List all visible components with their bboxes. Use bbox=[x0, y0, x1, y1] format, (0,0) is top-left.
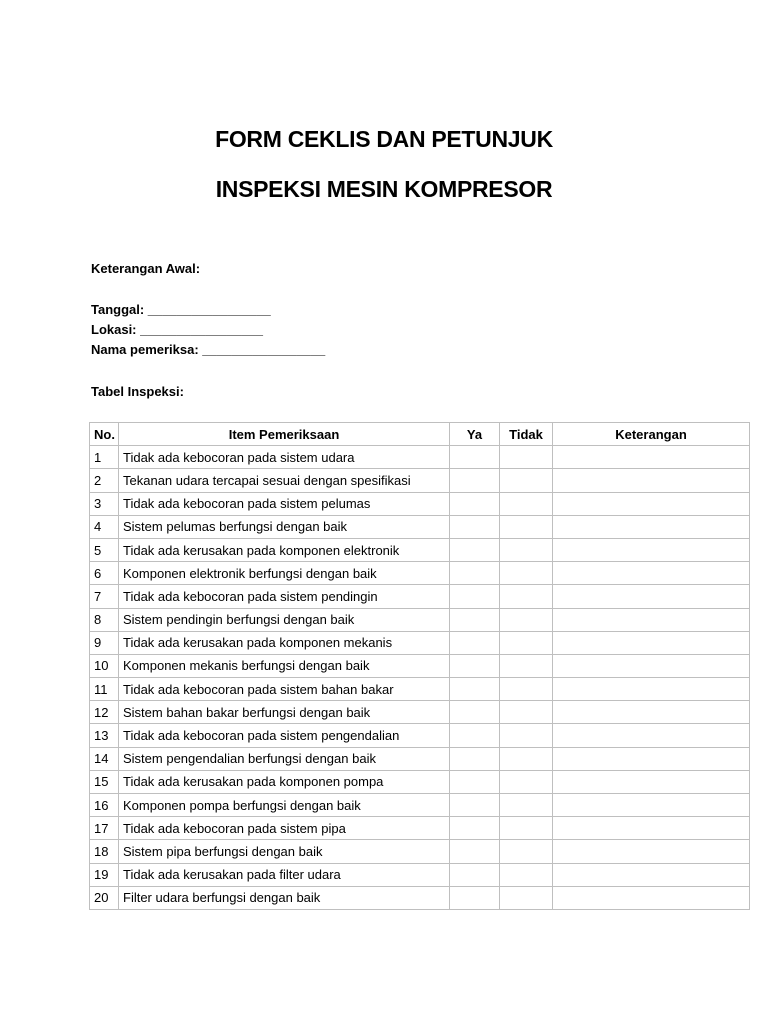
row-item: Tidak ada kebocoran pada sistem pelumas bbox=[119, 492, 450, 515]
row-item: Tidak ada kebocoran pada sistem bahan bakar bbox=[119, 678, 450, 701]
table-row bbox=[90, 515, 750, 538]
row-ya-cell[interactable] bbox=[450, 886, 500, 909]
row-ya-cell[interactable] bbox=[450, 608, 500, 631]
row-tidak-cell[interactable] bbox=[500, 585, 553, 608]
row-item: Sistem pengendalian berfungsi dengan baik bbox=[119, 747, 450, 770]
row-item: Komponen mekanis berfungsi dengan baik bbox=[119, 654, 450, 677]
row-tidak-cell[interactable] bbox=[500, 794, 553, 817]
row-keterangan-cell[interactable] bbox=[553, 678, 750, 701]
table-header-row bbox=[90, 423, 750, 446]
document-title-line1: FORM CEKLIS DAN PETUNJUK bbox=[215, 126, 553, 152]
row-ya-cell[interactable] bbox=[450, 585, 500, 608]
inspection-table bbox=[89, 422, 750, 910]
row-item: Tidak ada kebocoran pada sistem udara bbox=[119, 446, 450, 469]
row-ya-cell[interactable] bbox=[450, 701, 500, 724]
table-row bbox=[90, 538, 750, 561]
row-no: 1 bbox=[90, 446, 119, 469]
header-no: No. bbox=[90, 423, 119, 446]
row-tidak-cell[interactable] bbox=[500, 515, 553, 538]
row-item: Tidak ada kerusakan pada komponen elektronik bbox=[119, 538, 450, 561]
row-tidak-cell[interactable] bbox=[500, 817, 553, 840]
row-tidak-cell[interactable] bbox=[500, 863, 553, 886]
row-ya-cell[interactable] bbox=[450, 654, 500, 677]
row-no: 3 bbox=[90, 492, 119, 515]
row-item: Filter udara berfungsi dengan baik bbox=[119, 886, 450, 909]
table-row bbox=[90, 863, 750, 886]
table-row bbox=[90, 817, 750, 840]
table-row bbox=[90, 794, 750, 817]
table-row bbox=[90, 654, 750, 677]
table-row bbox=[90, 886, 750, 909]
row-tidak-cell[interactable] bbox=[500, 562, 553, 585]
row-keterangan-cell[interactable] bbox=[553, 747, 750, 770]
row-ya-cell[interactable] bbox=[450, 770, 500, 793]
row-item: Sistem pipa berfungsi dengan baik bbox=[119, 840, 450, 863]
row-keterangan-cell[interactable] bbox=[553, 608, 750, 631]
row-ya-cell[interactable] bbox=[450, 492, 500, 515]
header-ya: Ya bbox=[450, 423, 500, 446]
table-row bbox=[90, 469, 750, 492]
row-ya-cell[interactable] bbox=[450, 794, 500, 817]
row-no: 2 bbox=[90, 469, 119, 492]
row-no: 18 bbox=[90, 840, 119, 863]
table-row bbox=[90, 701, 750, 724]
row-tidak-cell[interactable] bbox=[500, 701, 553, 724]
row-keterangan-cell[interactable] bbox=[553, 492, 750, 515]
tabel-inspeksi-label: Tabel Inspeksi: bbox=[91, 384, 184, 399]
table-row bbox=[90, 840, 750, 863]
table-row bbox=[90, 631, 750, 654]
row-keterangan-cell[interactable] bbox=[553, 654, 750, 677]
row-item: Tidak ada kebocoran pada sistem pipa bbox=[119, 817, 450, 840]
header-item-pemeriksaan: Item Pemeriksaan bbox=[119, 423, 450, 446]
row-keterangan-cell[interactable] bbox=[553, 446, 750, 469]
row-item: Komponen pompa berfungsi dengan baik bbox=[119, 794, 450, 817]
row-ya-cell[interactable] bbox=[450, 863, 500, 886]
table-row bbox=[90, 678, 750, 701]
row-keterangan-cell[interactable] bbox=[553, 886, 750, 909]
keterangan-awal-label: Keterangan Awal: bbox=[91, 261, 201, 276]
table-row bbox=[90, 492, 750, 515]
row-no: 19 bbox=[90, 863, 119, 886]
row-no: 4 bbox=[90, 515, 119, 538]
row-tidak-cell[interactable] bbox=[500, 608, 553, 631]
row-ya-cell[interactable] bbox=[450, 562, 500, 585]
row-ya-cell[interactable] bbox=[450, 631, 500, 654]
row-item: Sistem pelumas berfungsi dengan baik bbox=[119, 515, 450, 538]
row-no: 9 bbox=[90, 631, 119, 654]
nama-pemeriksa-field: Nama pemeriksa: _________________ bbox=[91, 342, 326, 357]
table-row bbox=[90, 562, 750, 585]
row-no: 10 bbox=[90, 654, 119, 677]
row-item: Tekanan udara tercapai sesuai dengan spesifikasi bbox=[119, 469, 450, 492]
row-no: 13 bbox=[90, 724, 119, 747]
row-item: Tidak ada kerusakan pada komponen mekanis bbox=[119, 631, 450, 654]
row-tidak-cell[interactable] bbox=[500, 747, 553, 770]
row-item: Komponen elektronik berfungsi dengan baik bbox=[119, 562, 450, 585]
row-tidak-cell[interactable] bbox=[500, 678, 553, 701]
table-row bbox=[90, 585, 750, 608]
row-item: Tidak ada kerusakan pada komponen pompa bbox=[119, 770, 450, 793]
row-keterangan-cell[interactable] bbox=[553, 724, 750, 747]
row-keterangan-cell[interactable] bbox=[553, 631, 750, 654]
row-keterangan-cell[interactable] bbox=[553, 770, 750, 793]
row-ya-cell[interactable] bbox=[450, 538, 500, 561]
row-tidak-cell[interactable] bbox=[500, 469, 553, 492]
row-no: 6 bbox=[90, 562, 119, 585]
header-tidak: Tidak bbox=[500, 423, 553, 446]
row-ya-cell[interactable] bbox=[450, 747, 500, 770]
row-tidak-cell[interactable] bbox=[500, 492, 553, 515]
row-no: 16 bbox=[90, 794, 119, 817]
row-tidak-cell[interactable] bbox=[500, 886, 553, 909]
row-keterangan-cell[interactable] bbox=[553, 840, 750, 863]
row-keterangan-cell[interactable] bbox=[553, 562, 750, 585]
row-ya-cell[interactable] bbox=[450, 469, 500, 492]
row-no: 5 bbox=[90, 538, 119, 561]
row-keterangan-cell[interactable] bbox=[553, 817, 750, 840]
row-tidak-cell[interactable] bbox=[500, 631, 553, 654]
row-no: 20 bbox=[90, 886, 119, 909]
row-item: Sistem bahan bakar berfungsi dengan baik bbox=[119, 701, 450, 724]
row-ya-cell[interactable] bbox=[450, 724, 500, 747]
row-ya-cell[interactable] bbox=[450, 840, 500, 863]
table-row bbox=[90, 747, 750, 770]
row-item: Tidak ada kebocoran pada sistem pendingin bbox=[119, 585, 450, 608]
row-keterangan-cell[interactable] bbox=[553, 701, 750, 724]
row-ya-cell[interactable] bbox=[450, 515, 500, 538]
row-no: 11 bbox=[90, 678, 119, 701]
row-no: 7 bbox=[90, 585, 119, 608]
row-ya-cell[interactable] bbox=[450, 678, 500, 701]
row-ya-cell[interactable] bbox=[450, 446, 500, 469]
row-tidak-cell[interactable] bbox=[500, 840, 553, 863]
row-no: 15 bbox=[90, 770, 119, 793]
row-no: 14 bbox=[90, 747, 119, 770]
row-tidak-cell[interactable] bbox=[500, 446, 553, 469]
row-no: 17 bbox=[90, 817, 119, 840]
lokasi-field: Lokasi: _________________ bbox=[91, 322, 264, 337]
row-item: Tidak ada kebocoran pada sistem pengendalian bbox=[119, 724, 450, 747]
row-keterangan-cell[interactable] bbox=[553, 794, 750, 817]
table-row bbox=[90, 770, 750, 793]
row-item: Sistem pendingin berfungsi dengan baik bbox=[119, 608, 450, 631]
row-tidak-cell[interactable] bbox=[500, 770, 553, 793]
document-title-line2: INSPEKSI MESIN KOMPRESOR bbox=[215, 176, 553, 202]
row-no: 8 bbox=[90, 608, 119, 631]
row-ya-cell[interactable] bbox=[450, 817, 500, 840]
row-keterangan-cell[interactable] bbox=[553, 515, 750, 538]
row-tidak-cell[interactable] bbox=[500, 538, 553, 561]
row-tidak-cell[interactable] bbox=[500, 724, 553, 747]
row-keterangan-cell[interactable] bbox=[553, 585, 750, 608]
row-no: 12 bbox=[90, 701, 119, 724]
table-row bbox=[90, 446, 750, 469]
tanggal-field: Tanggal: _________________ bbox=[91, 302, 271, 317]
header-keterangan: Keterangan bbox=[553, 423, 750, 446]
row-keterangan-cell[interactable] bbox=[553, 863, 750, 886]
row-item: Tidak ada kerusakan pada filter udara bbox=[119, 863, 450, 886]
row-keterangan-cell[interactable] bbox=[553, 469, 750, 492]
table-row bbox=[90, 724, 750, 747]
inspection-table-body bbox=[90, 446, 750, 910]
row-keterangan-cell[interactable] bbox=[553, 538, 750, 561]
table-row bbox=[90, 608, 750, 631]
row-tidak-cell[interactable] bbox=[500, 654, 553, 677]
